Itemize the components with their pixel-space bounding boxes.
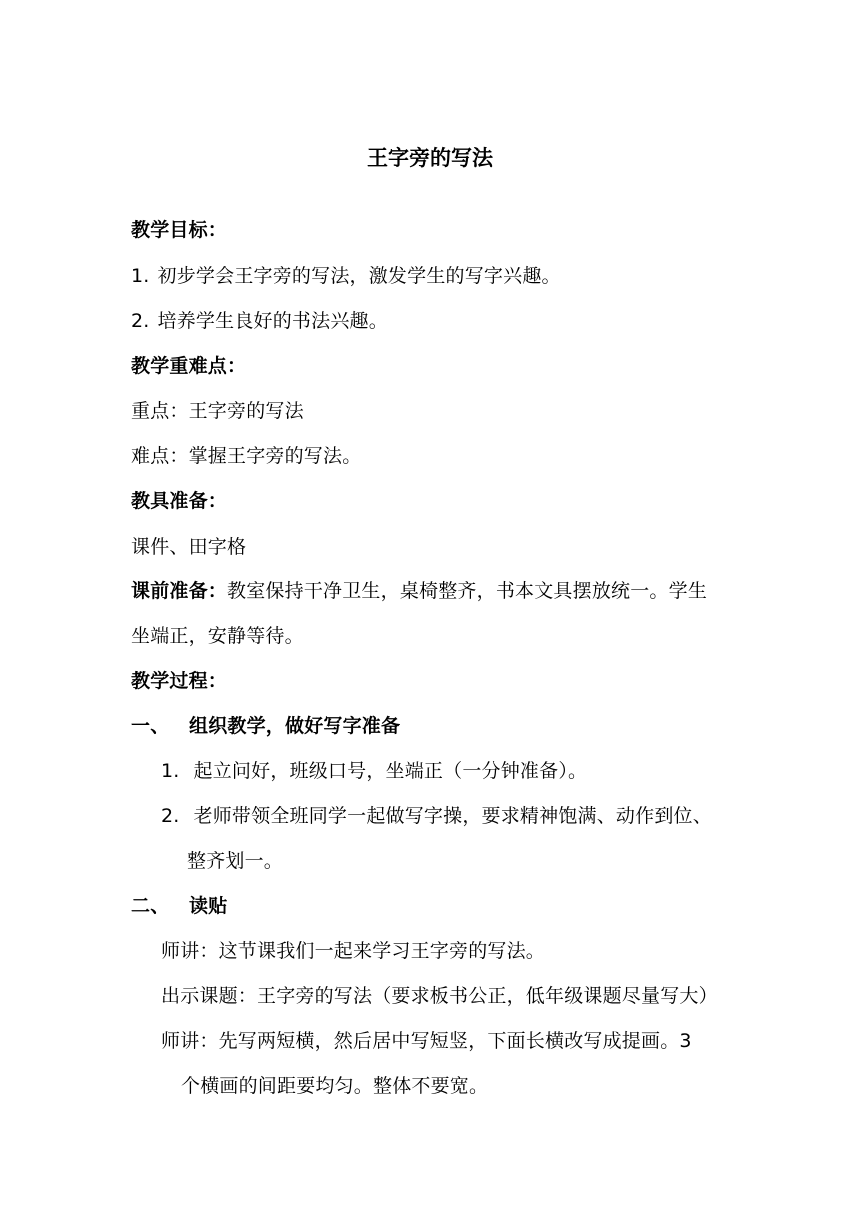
prep-label: 课前准备： (131, 580, 228, 602)
section-1-item-2 (161, 804, 712, 828)
key-point-focus: 重点：王字旁的写法 (131, 400, 304, 422)
section-1-heading (131, 714, 400, 738)
section-1-item-2-text-line-1: 老师带领全班同学一起做写字操，要求精神饱满、动作到位、 (193, 805, 712, 827)
goal-item-1 (131, 264, 561, 288)
document-title: 王字旁的写法 (367, 146, 493, 170)
section-1-item-1-text: 起立问好，班级口号，坐端正（一分钟准备）。 (193, 760, 588, 782)
goal-item-1-number: 1. (131, 265, 150, 287)
tools-text: 课件、田字格 (131, 536, 247, 558)
section-1-item-2-text-line-2: 整齐划一。 (187, 850, 284, 872)
section-1-item-2-number: 2. (161, 805, 180, 827)
goal-item-2-number: 2. (131, 310, 150, 332)
section-2-paragraph-1: 师讲：这节课我们一起来学习王字旁的写法。 (161, 940, 546, 962)
goal-item-2 (131, 309, 388, 333)
tools-heading: 教具准备： (131, 490, 228, 512)
section-2-paragraph-2: 出示课题：王字旁的写法（要求板书公正，低年级课题尽量写大） (161, 985, 718, 1007)
section-2-paragraph-3-line-2: 个横画的间距要均匀。整体不要宽。 (181, 1075, 489, 1097)
goal-item-2-text: 培养学生良好的书法兴趣。 (157, 310, 388, 332)
prep-text-line-1: 教室保持干净卫生，桌椅整齐，书本文具摆放统一。学生 (227, 580, 708, 602)
section-2-number: 二、 (131, 895, 170, 917)
section-2-title: 读贴 (189, 895, 228, 917)
goal-item-1-text: 初步学会王字旁的写法，激发学生的写字兴趣。 (157, 265, 561, 287)
section-1-title: 组织教学，做好写字准备 (189, 715, 401, 737)
section-1-item-1 (161, 759, 587, 783)
prep-text-line-2: 坐端正，安静等待。 (131, 625, 304, 647)
section-2-paragraph-3-line-1: 师讲：先写两短横，然后居中写短竖，下面长横改写成提画。3 (161, 1030, 692, 1052)
process-heading: 教学过程： (131, 670, 228, 692)
section-1-number: 一、 (131, 715, 170, 737)
key-point-difficulty: 难点：掌握王字旁的写法。 (131, 445, 362, 467)
goals-heading: 教学目标： (131, 219, 228, 241)
section-2-heading (131, 894, 227, 918)
prep-paragraph-line-1 (131, 579, 707, 603)
key-points-heading: 教学重难点： (131, 355, 247, 377)
section-1-item-1-number: 1. (161, 760, 180, 782)
